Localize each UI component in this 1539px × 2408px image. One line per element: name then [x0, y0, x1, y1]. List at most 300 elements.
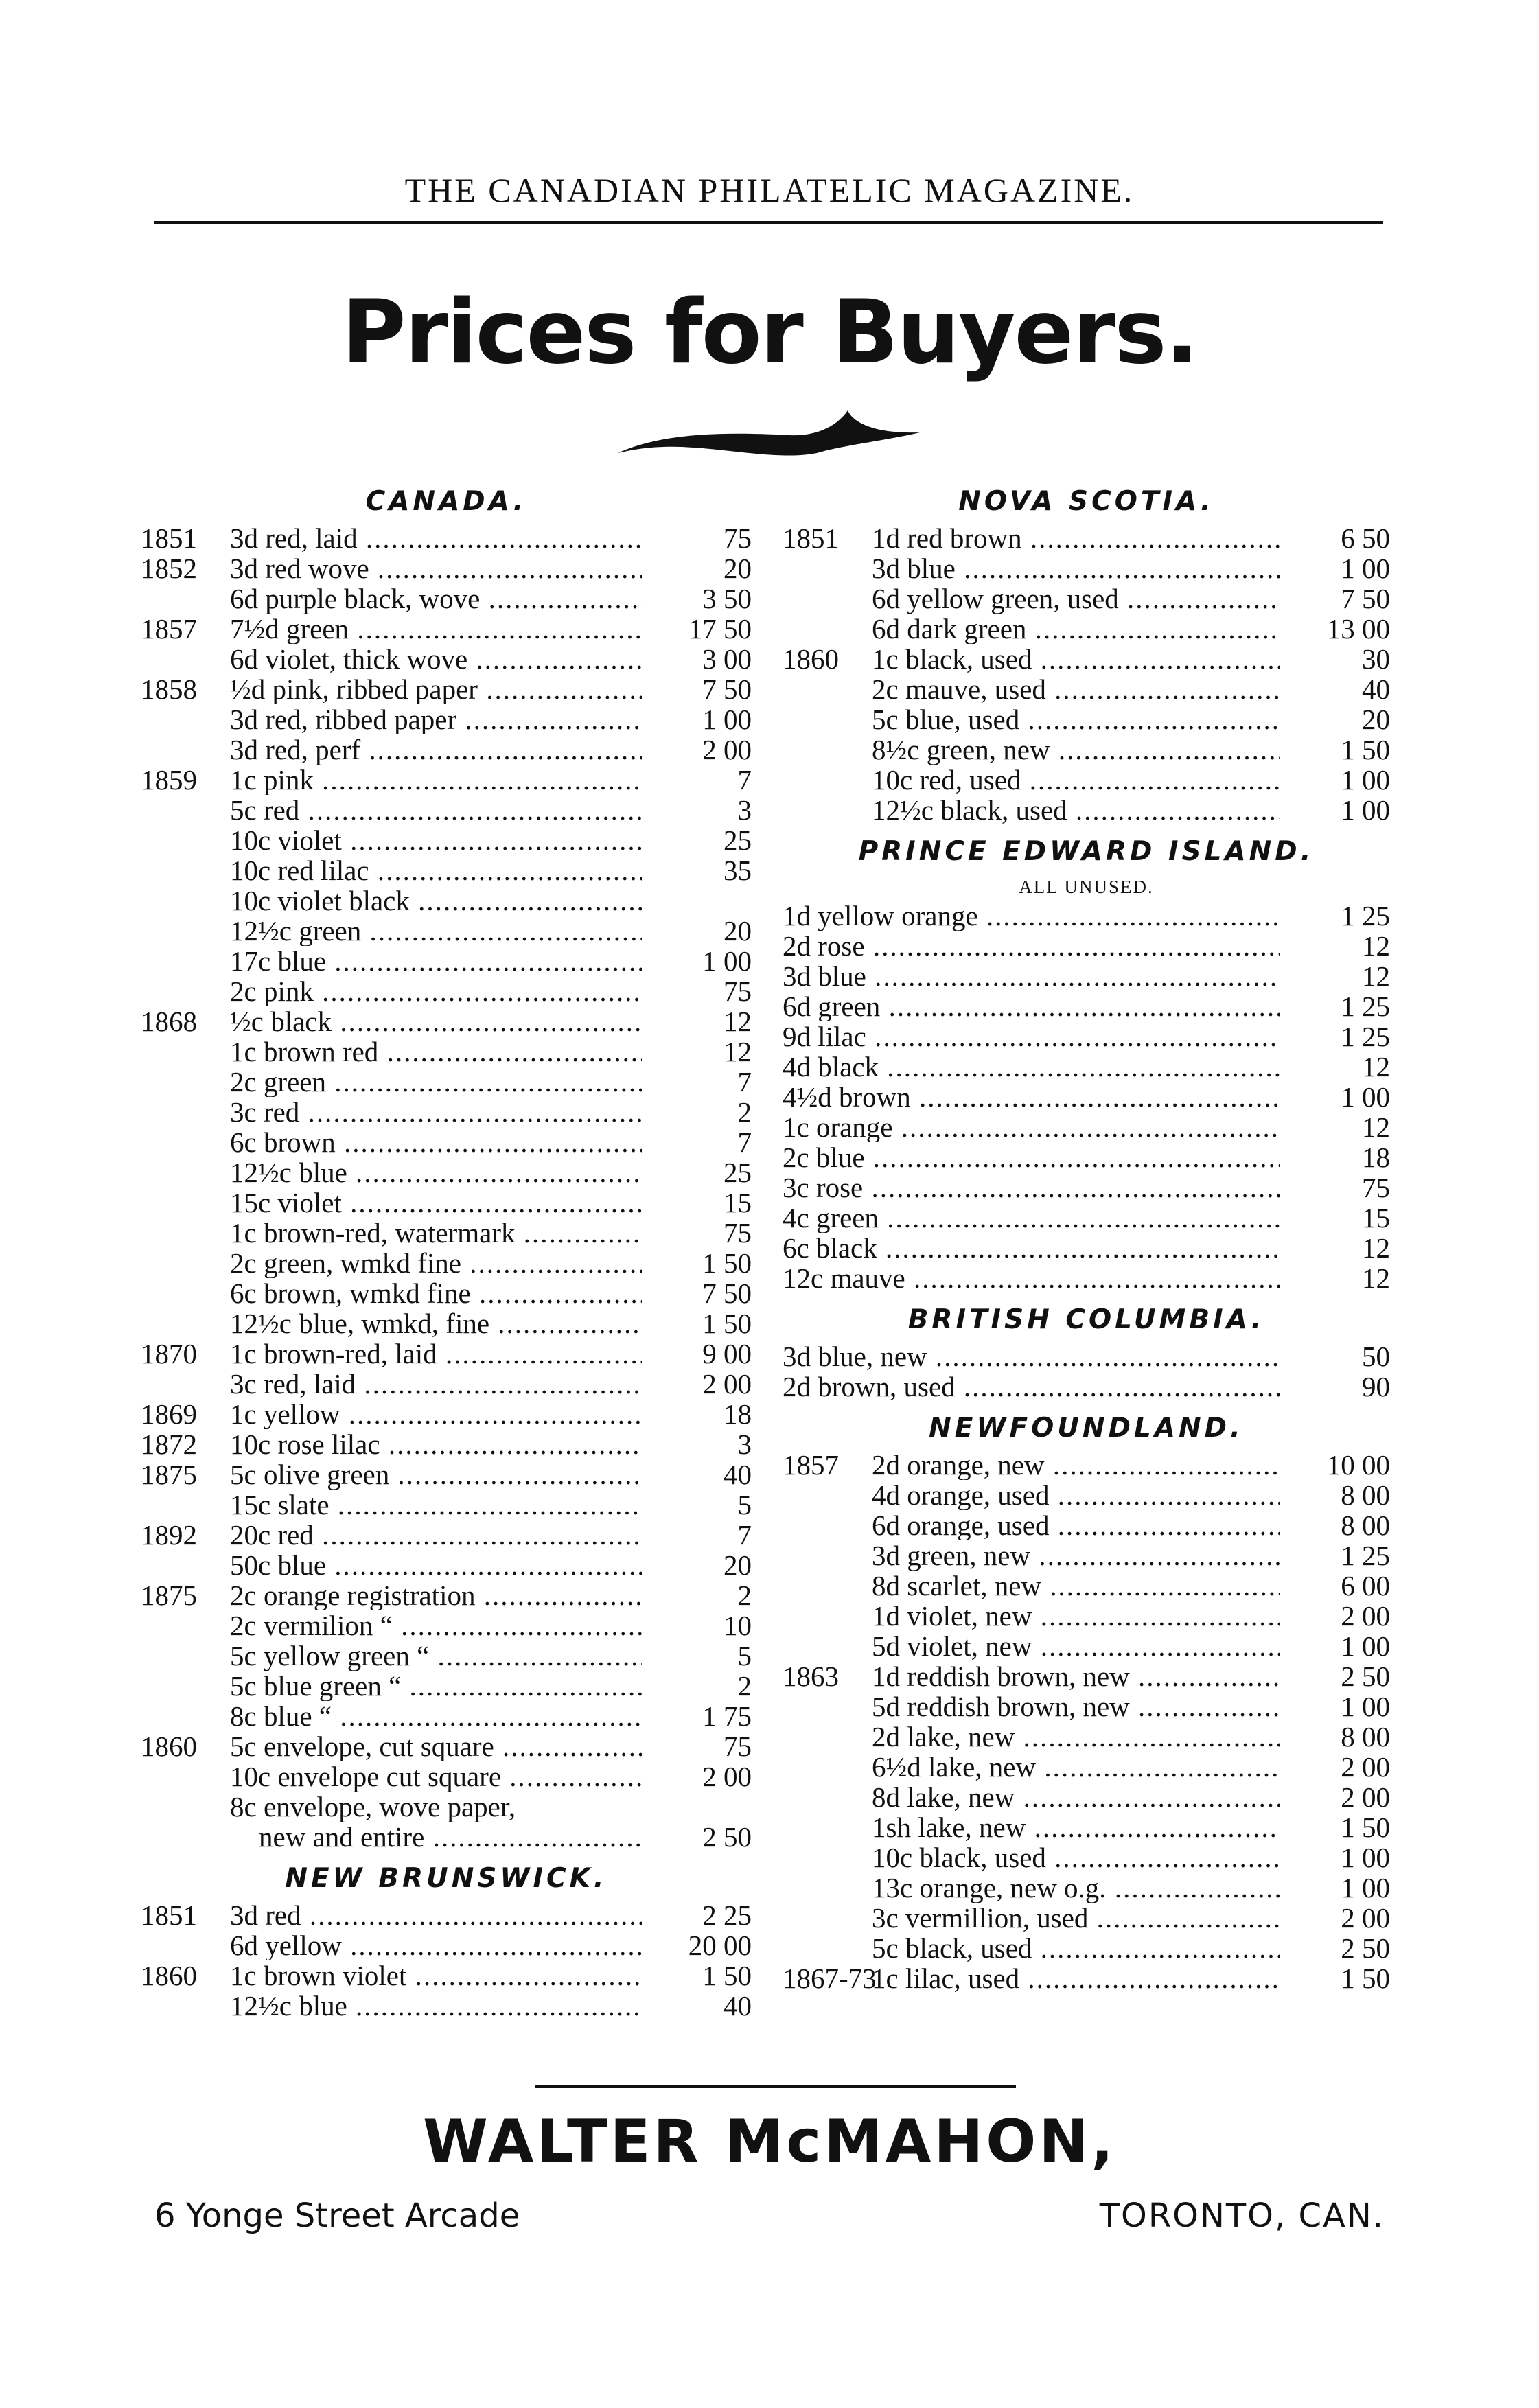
price-row: [141, 1761, 752, 1792]
price-row: [141, 1339, 752, 1369]
publisher-name: WALTER McMAHON,: [422, 2107, 1117, 2176]
stamp-description: 10c violet black .....: [230, 885, 642, 916]
price-row: [141, 916, 752, 946]
stamp-price: 1 50: [1341, 734, 1390, 765]
stamp-description: 2d brown, used .....: [783, 1371, 1280, 1402]
price-row: [141, 765, 752, 795]
stamp-price: 17 50: [688, 613, 752, 645]
stamp-description: 10c red lilac .....: [230, 855, 642, 885]
price-row: [141, 1157, 752, 1188]
price-row: [783, 1540, 1390, 1571]
stamp-price: 15: [1362, 1202, 1390, 1234]
stamp-description: 3d red wove .....: [230, 553, 642, 583]
price-row: [783, 704, 1390, 734]
stamp-price: 2 00: [702, 1761, 752, 1792]
stamp-description: 15c slate .....: [230, 1490, 642, 1520]
stamp-description: 5c olive green .....: [230, 1459, 642, 1490]
issue-year: 1875: [141, 1459, 197, 1490]
stamp-description: 3d green, new .....: [872, 1540, 1280, 1571]
stamp-description: 5c blue green “ .....: [230, 1671, 642, 1701]
price-row: [141, 1671, 752, 1701]
price-row: [783, 1812, 1390, 1842]
price-row: [783, 1601, 1390, 1631]
stamp-price: 1 00: [1341, 1081, 1390, 1113]
price-row: [783, 901, 1390, 931]
price-row: [783, 523, 1390, 553]
stamp-description: 5c envelope, cut square .....: [230, 1731, 642, 1761]
stamp-price: 20: [724, 1549, 752, 1581]
price-row: [141, 1900, 752, 1930]
price-row: [141, 1097, 752, 1127]
page-title: Prices for Buyers.: [341, 281, 1198, 384]
price-row: [783, 614, 1390, 644]
stamp-price: 1 00: [702, 704, 752, 735]
stamp-description: 12½c blue, wmkd, fine .....: [230, 1308, 642, 1339]
issue-year: 1857: [783, 1449, 839, 1481]
stamp-price: 3: [737, 1428, 752, 1460]
price-row: [141, 1399, 752, 1429]
stamp-price: 12: [1362, 1262, 1390, 1294]
price-row: [783, 1933, 1390, 1963]
stamp-price: 1 00: [1341, 794, 1390, 826]
stamp-description: 8c envelope, wove paper,: [230, 1792, 516, 1822]
stamp-description: 9d lilac .....: [783, 1021, 1280, 1052]
stamp-description: 12½c green .....: [230, 916, 642, 946]
stamp-description: 3d blue .....: [872, 553, 1280, 583]
stamp-price: 8 00: [1341, 1509, 1390, 1541]
price-row: [141, 1218, 752, 1248]
price-row: [141, 1991, 752, 2021]
stamp-price: 40: [724, 1459, 752, 1490]
issue-year: 1851: [783, 522, 839, 554]
stamp-description: 12½c blue .....: [230, 1991, 642, 2021]
stamp-description: 2c green, wmkd fine .....: [230, 1248, 642, 1278]
price-row: [783, 674, 1390, 704]
section-heading: NOVA SCOTIA.: [958, 486, 1214, 517]
issue-year: 1860: [783, 643, 839, 675]
stamp-description: 2c blue .....: [783, 1142, 1280, 1172]
stamp-price: 2 25: [702, 1899, 752, 1931]
stamp-description: 1d reddish brown, new .....: [872, 1661, 1280, 1691]
stamp-price: 7 50: [702, 1277, 752, 1309]
price-row: [783, 1341, 1390, 1371]
stamp-price: 20 00: [688, 1930, 752, 1961]
stamp-price: 18: [724, 1398, 752, 1430]
price-row: [783, 644, 1390, 674]
running-head: THE CANADIAN PHILATELIC MAGAZINE.: [404, 171, 1135, 209]
price-row: [141, 1731, 752, 1761]
stamp-description: 4½d brown .....: [783, 1082, 1280, 1112]
stamp-description: 12½c blue .....: [230, 1157, 642, 1188]
issue-year: 1892: [141, 1519, 197, 1551]
stamp-price: 1 50: [702, 1308, 752, 1339]
stamp-price: 1 75: [702, 1700, 752, 1732]
stamp-price: 30: [1362, 643, 1390, 675]
price-row: [783, 961, 1390, 991]
price-row: [141, 795, 752, 825]
stamp-price: 12: [1362, 1051, 1390, 1083]
stamp-price: 20: [724, 915, 752, 947]
stamp-description: 10c violet .....: [230, 825, 642, 855]
stamp-description: 3c vermillion, used .....: [872, 1903, 1280, 1933]
price-row: [783, 1873, 1390, 1903]
price-row: [783, 1052, 1390, 1082]
price-row: [783, 1112, 1390, 1142]
stamp-description: 1sh lake, new .....: [872, 1812, 1280, 1842]
issue-year: 1868: [141, 1006, 197, 1037]
price-row: [783, 1782, 1390, 1812]
stamp-price: 7: [737, 1066, 752, 1098]
stamp-description: 10c rose lilac .....: [230, 1429, 642, 1459]
stamp-price: 1 00: [1341, 764, 1390, 796]
stamp-description: 10c red, used .....: [872, 765, 1280, 795]
stamp-price: 12: [724, 1036, 752, 1067]
price-row: [141, 1188, 752, 1218]
stamp-price: 20: [724, 553, 752, 584]
stamp-description: 12c mauve .....: [783, 1263, 1280, 1293]
price-row: [783, 1661, 1390, 1691]
price-row: [783, 1722, 1390, 1752]
stamp-description: 6d orange, used .....: [872, 1510, 1280, 1540]
stamp-price: 1 00: [1341, 1630, 1390, 1662]
stamp-price: 1 25: [1341, 900, 1390, 931]
stamp-price: 6 50: [1341, 522, 1390, 554]
price-row: [783, 1142, 1390, 1172]
stamp-description: 17c blue .....: [230, 946, 642, 976]
stamp-description: 6c black .....: [783, 1233, 1280, 1263]
stamp-description: 13c orange, new o.g. .....: [872, 1873, 1280, 1903]
price-row: [783, 1510, 1390, 1540]
stamp-description: 3c rose .....: [783, 1172, 1280, 1203]
stamp-description: 1d yellow orange .....: [783, 901, 1280, 931]
price-row: [141, 553, 752, 583]
stamp-description: 6d yellow .....: [230, 1930, 642, 1960]
price-row: [141, 1278, 752, 1308]
stamp-description: 1c black, used .....: [872, 644, 1280, 674]
stamp-price: 25: [724, 824, 752, 856]
stamp-price: 75: [1362, 1172, 1390, 1203]
price-row: [141, 976, 752, 1006]
stamp-price: 1 00: [702, 945, 752, 977]
stamp-description: 1c lilac, used .....: [872, 1963, 1280, 1993]
stamp-price: 5: [737, 1489, 752, 1520]
stamp-price: 10: [724, 1610, 752, 1641]
section-note: ALL UNUSED.: [1019, 877, 1154, 897]
stamp-price: 3 50: [702, 583, 752, 614]
stamp-description: 1c brown-red, laid .....: [230, 1339, 642, 1369]
stamp-price: 1 50: [702, 1247, 752, 1279]
stamp-description: 5d violet, new .....: [872, 1631, 1280, 1661]
price-row: [783, 1082, 1390, 1112]
publisher-address: 6 Yonge Street Arcade: [154, 2197, 520, 2235]
stamp-price: 2 00: [1341, 1600, 1390, 1632]
stamp-price: 1 00: [1341, 1842, 1390, 1873]
issue-year: 1859: [141, 764, 197, 796]
stamp-description: 1c brown red .....: [230, 1037, 642, 1067]
price-row: [141, 1701, 752, 1731]
header-rule: [154, 221, 1383, 224]
stamp-price: 75: [724, 975, 752, 1007]
stamp-price: 1 00: [1341, 1872, 1390, 1903]
issue-year: 1852: [141, 553, 197, 584]
stamp-description: 1d violet, new .....: [872, 1601, 1280, 1631]
stamp-description: ½c black .....: [230, 1006, 642, 1037]
right-column: [783, 481, 1390, 1999]
stamp-description: 20c red .....: [230, 1520, 642, 1550]
left-column: [141, 481, 752, 2026]
price-row: [783, 1903, 1390, 1933]
stamp-description: 50c blue .....: [230, 1550, 642, 1580]
price-row: [783, 1263, 1390, 1293]
price-row: [141, 946, 752, 976]
stamp-price: 2 50: [1341, 1932, 1390, 1964]
stamp-description: 1c orange .....: [783, 1112, 1280, 1142]
stamp-price: 25: [724, 1157, 752, 1188]
stamp-description: 6c brown, wmkd fine .....: [230, 1278, 642, 1308]
stamp-description: 3d red, laid .....: [230, 523, 642, 553]
price-row: [141, 1248, 752, 1278]
price-row: [141, 1960, 752, 1991]
stamp-price: 12: [1362, 930, 1390, 962]
price-row: [141, 704, 752, 734]
stamp-description: 7½d green .....: [230, 614, 642, 644]
stamp-price: 18: [1362, 1142, 1390, 1173]
stamp-price: 12: [1362, 1111, 1390, 1143]
price-row: [783, 583, 1390, 614]
price-row: [783, 1450, 1390, 1480]
price-row: [141, 614, 752, 644]
section-heading: CANADA.: [365, 486, 527, 517]
stamp-price: 1 50: [702, 1960, 752, 1991]
stamp-price: 10 00: [1326, 1449, 1390, 1481]
stamp-price: 1 25: [1341, 1540, 1390, 1571]
stamp-description: 2c pink .....: [230, 976, 642, 1006]
stamp-description: 5c black, used .....: [872, 1933, 1280, 1963]
stamp-price: 12: [1362, 960, 1390, 992]
issue-year: 1872: [141, 1428, 197, 1460]
price-row: [783, 1203, 1390, 1233]
price-row: [141, 1641, 752, 1671]
stamp-price: 1 25: [1341, 991, 1390, 1022]
issue-year: 1867-73: [783, 1963, 877, 1994]
stamp-description: 3d blue, new .....: [783, 1341, 1280, 1371]
price-row: [141, 1490, 752, 1520]
stamp-description: 6c brown .....: [230, 1127, 642, 1157]
stamp-description: 8½c green, new .....: [872, 734, 1280, 765]
issue-year: 1870: [141, 1338, 197, 1369]
price-row: [783, 553, 1390, 583]
price-row: [141, 1037, 752, 1067]
stamp-price: 2: [737, 1579, 752, 1611]
stamp-price: 6 00: [1341, 1570, 1390, 1601]
price-row: [141, 674, 752, 704]
stamp-price: 75: [724, 1217, 752, 1249]
issue-year: 1858: [141, 673, 197, 705]
stamp-description: 2c green .....: [230, 1067, 642, 1097]
stamp-price: 5: [737, 1640, 752, 1671]
stamp-price: 2 00: [1341, 1781, 1390, 1813]
price-row: [141, 1067, 752, 1097]
stamp-description: 5c yellow green “ .....: [230, 1641, 642, 1671]
price-row: [141, 1822, 752, 1852]
price-row: [141, 1429, 752, 1459]
stamp-price: 13 00: [1326, 613, 1390, 645]
price-row: [141, 583, 752, 614]
stamp-price: 7 50: [1341, 583, 1390, 614]
stamp-price: 20: [1362, 704, 1390, 735]
ornament-swash: [611, 405, 927, 467]
stamp-description: 5c blue, used .....: [872, 704, 1280, 734]
price-row: [783, 1371, 1390, 1402]
stamp-price: 2 00: [702, 734, 752, 765]
stamp-price: 2: [737, 1670, 752, 1702]
price-row: [783, 1480, 1390, 1510]
price-row: [141, 734, 752, 765]
stamp-description: 1c brown violet .....: [230, 1960, 642, 1991]
price-row: [141, 885, 752, 916]
section-heading: NEW BRUNSWICK.: [285, 1863, 608, 1894]
stamp-description: 6d dark green .....: [872, 614, 1280, 644]
price-row: [783, 1571, 1390, 1601]
stamp-description: 6½d lake, new .....: [872, 1752, 1280, 1782]
stamp-description: 2d orange, new .....: [872, 1450, 1280, 1480]
stamp-description: 2c mauve, used .....: [872, 674, 1280, 704]
issue-year: 1851: [141, 1899, 197, 1931]
stamp-price: 7 50: [702, 673, 752, 705]
stamp-description: 2d rose .....: [783, 931, 1280, 961]
stamp-price: 1 00: [1341, 1691, 1390, 1722]
stamp-price: 7: [737, 764, 752, 796]
stamp-description: 2c vermilion “ .....: [230, 1610, 642, 1641]
price-row: [783, 765, 1390, 795]
stamp-price: 1 50: [1341, 1811, 1390, 1843]
price-row: [141, 1550, 752, 1580]
stamp-price: 1 25: [1341, 1021, 1390, 1052]
stamp-price: 2 50: [1341, 1660, 1390, 1692]
stamp-price: 2 50: [702, 1821, 752, 1853]
price-row: [783, 931, 1390, 961]
stamp-description: 1c pink .....: [230, 765, 642, 795]
stamp-price: 75: [724, 522, 752, 554]
price-row: [783, 1172, 1390, 1203]
price-row: [783, 1631, 1390, 1661]
issue-year: 1860: [141, 1960, 197, 1991]
stamp-description: 6d yellow green, used .....: [872, 583, 1280, 614]
price-row: [783, 1963, 1390, 1993]
price-row: [783, 1233, 1390, 1263]
stamp-description: 1d red brown .....: [872, 523, 1280, 553]
stamp-description: 10c envelope cut square .....: [230, 1761, 642, 1792]
stamp-description: 4d orange, used .....: [872, 1480, 1280, 1510]
stamp-description: 3d red, perf .....: [230, 734, 642, 765]
footer-rule: [535, 2085, 1016, 2088]
price-row: [141, 1792, 752, 1822]
stamp-price: 50: [1362, 1341, 1390, 1372]
stamp-description: 4c green .....: [783, 1203, 1280, 1233]
price-row: [141, 1520, 752, 1550]
stamp-description: 3d blue .....: [783, 961, 1280, 991]
stamp-description: 2d lake, new .....: [872, 1722, 1280, 1752]
issue-year: 1851: [141, 522, 197, 554]
section-heading: BRITISH COLUMBIA.: [907, 1304, 1265, 1335]
stamp-description: 1c yellow .....: [230, 1399, 642, 1429]
stamp-description: 2c orange registration .....: [230, 1580, 642, 1610]
price-row: [783, 991, 1390, 1021]
stamp-description: 3d red .....: [230, 1900, 642, 1930]
price-row: [141, 1459, 752, 1490]
price-row: [141, 825, 752, 855]
stamp-description: 12½c black, used .....: [872, 795, 1280, 825]
stamp-price: 2 00: [1341, 1751, 1390, 1783]
stamp-price: 7: [737, 1126, 752, 1158]
stamp-price: 15: [724, 1187, 752, 1218]
stamp-price: 75: [724, 1730, 752, 1762]
section-heading: PRINCE EDWARD ISLAND.: [858, 836, 1315, 867]
stamp-price: 1 50: [1341, 1963, 1390, 1994]
price-row: [141, 1308, 752, 1339]
publisher-city: TORONTO, CAN.: [1099, 2197, 1385, 2235]
price-row: [141, 644, 752, 674]
stamp-price: 40: [724, 1990, 752, 2022]
section-heading: NEWFOUNDLAND.: [929, 1413, 1244, 1444]
price-row: [141, 1369, 752, 1399]
stamp-description: 6d purple black, wove .....: [230, 583, 642, 614]
price-row: [141, 855, 752, 885]
issue-year: 1869: [141, 1398, 197, 1430]
stamp-price: 90: [1362, 1371, 1390, 1402]
issue-year: 1875: [141, 1579, 197, 1611]
price-row: [141, 1930, 752, 1960]
stamp-price: 3 00: [702, 643, 752, 675]
stamp-price: 2 00: [1341, 1902, 1390, 1934]
stamp-description: new and entire .....: [230, 1822, 642, 1852]
stamp-price: 12: [724, 1006, 752, 1037]
stamp-price: 7: [737, 1519, 752, 1551]
stamp-description: 3c red .....: [230, 1097, 642, 1127]
stamp-price: 35: [724, 855, 752, 886]
price-row: [783, 1021, 1390, 1052]
stamp-price: 9 00: [702, 1338, 752, 1369]
stamp-description: 8c blue “ .....: [230, 1701, 642, 1731]
stamp-description: 3c red, laid .....: [230, 1369, 642, 1399]
price-row: [141, 1580, 752, 1610]
stamp-price: 2: [737, 1096, 752, 1128]
price-row: [783, 734, 1390, 765]
stamp-description: 6d violet, thick wove .....: [230, 644, 642, 674]
issue-year: 1863: [783, 1660, 839, 1692]
stamp-description: 8d scarlet, new .....: [872, 1571, 1280, 1601]
stamp-description: 10c black, used .....: [872, 1842, 1280, 1873]
price-row: [783, 1842, 1390, 1873]
stamp-description: 5d reddish brown, new .....: [872, 1691, 1280, 1722]
stamp-description: 6d green .....: [783, 991, 1280, 1021]
stamp-description: 1c brown-red, watermark .....: [230, 1218, 642, 1248]
price-row: [783, 795, 1390, 825]
stamp-price: 3: [737, 794, 752, 826]
issue-year: 1857: [141, 613, 197, 645]
price-row: [783, 1752, 1390, 1782]
stamp-price: 12: [1362, 1232, 1390, 1264]
issue-year: 1860: [141, 1730, 197, 1762]
stamp-description: ½d pink, ribbed paper .....: [230, 674, 642, 704]
stamp-description: 8d lake, new .....: [872, 1782, 1280, 1812]
price-row: [141, 523, 752, 553]
stamp-description: 3d red, ribbed paper .....: [230, 704, 642, 734]
stamp-price: 2 00: [702, 1368, 752, 1400]
stamp-description: 4d black .....: [783, 1052, 1280, 1082]
price-row: [141, 1006, 752, 1037]
stamp-price: 8 00: [1341, 1479, 1390, 1511]
